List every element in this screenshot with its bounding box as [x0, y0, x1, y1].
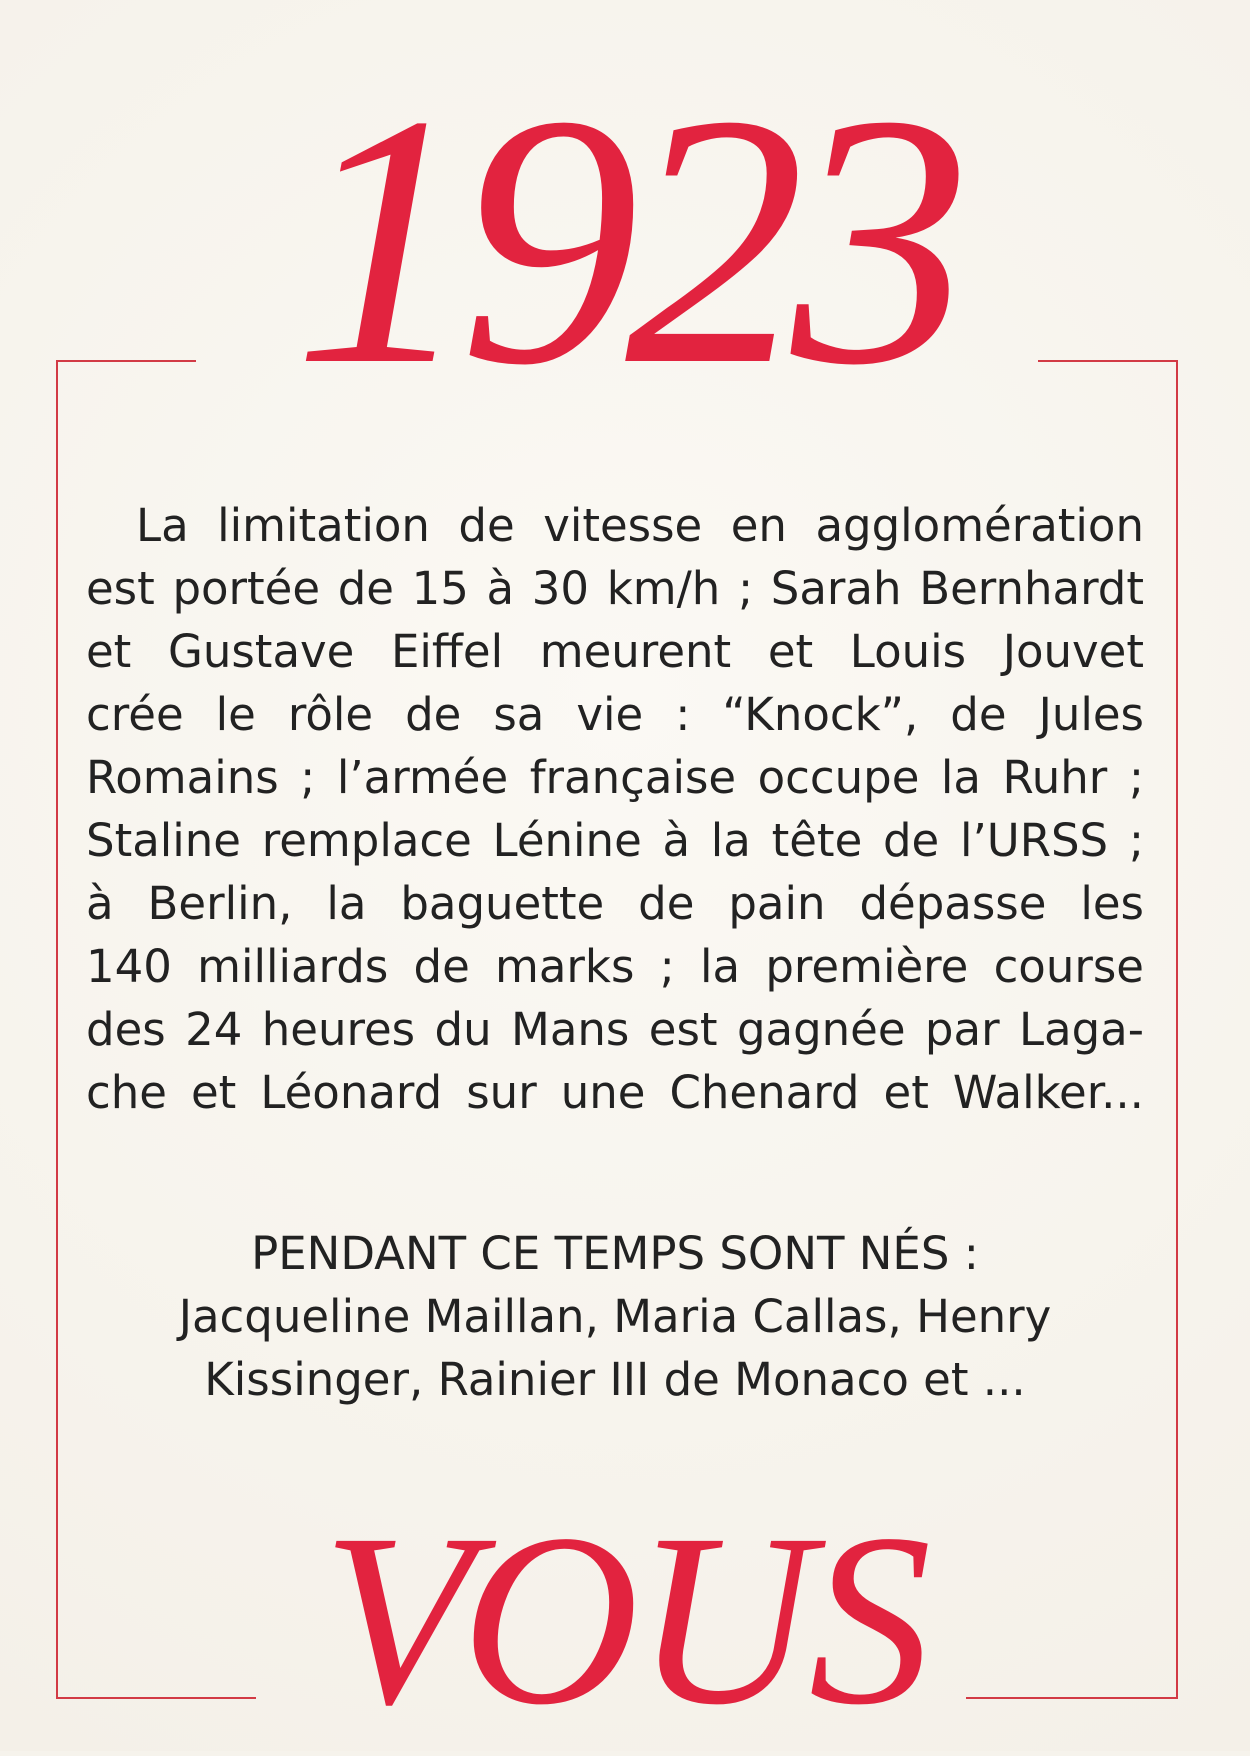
born-section: [86, 1222, 1144, 1411]
year-title: 1923: [293, 40, 957, 439]
born-names-line: Kissinger, Rainier III de Monaco et ...: [204, 1353, 1026, 1406]
closing-word: VOUS: [322, 1484, 928, 1756]
paragraph-line: est portée de 15 à 30 km/h ; Sarah Bernhardt: [86, 562, 1144, 615]
paragraph-line: et Gustave Eiffel meurent et Louis Jouvet: [86, 625, 1144, 678]
events-paragraph: [86, 494, 1144, 1124]
paragraph-line: La limitation de vitesse en agglomération: [136, 499, 1144, 552]
born-heading: PENDANT CE TEMPS SONT NÉS :: [251, 1227, 979, 1280]
born-names-line: Jacqueline Maillan, Maria Callas, Henry: [178, 1290, 1052, 1343]
paragraph-line: Romains ; l’armée française occupe la Ruhr ;: [86, 751, 1144, 804]
paragraph-line: des 24 heures du Mans est gagnée par Laga-: [86, 1003, 1144, 1056]
paragraph-line: Staline remplace Lénine à la tête de l’URSS ;: [86, 814, 1144, 867]
paragraph-line: che et Léonard sur une Chenard et Walker...: [86, 1066, 1144, 1119]
paragraph-line: crée le rôle de sa vie : “Knock”, de Jules: [86, 688, 1144, 741]
paragraph-line: 140 milliards de marks ; la première course: [86, 940, 1144, 993]
paragraph-line: à Berlin, la baguette de pain dépasse les: [86, 877, 1144, 930]
